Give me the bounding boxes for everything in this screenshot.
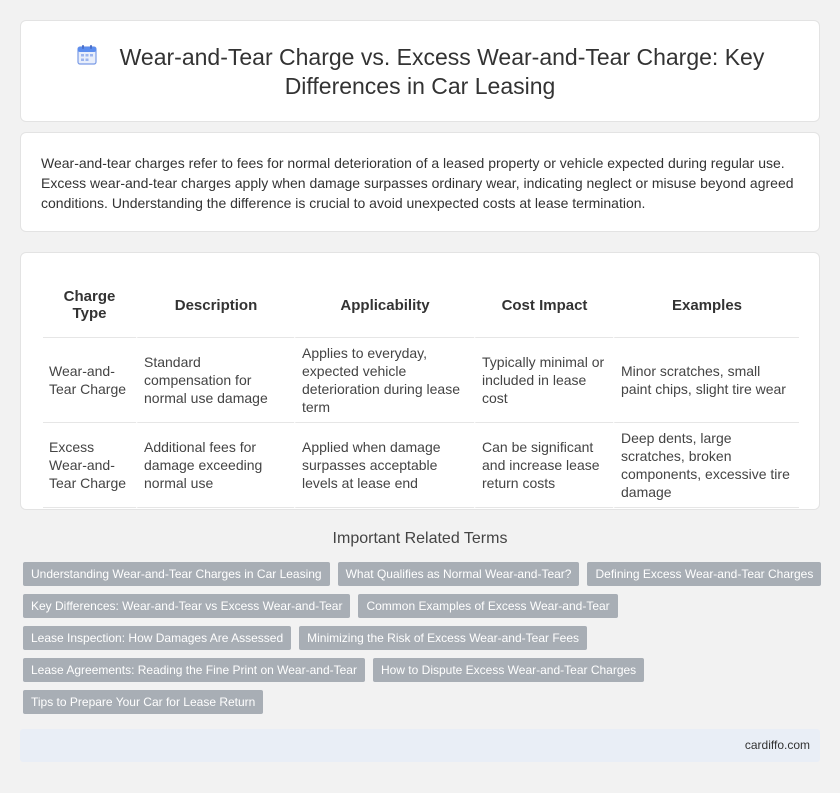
table-cell: Minor scratches, small paint chips, slight tire wear — [613, 338, 799, 423]
related-terms-list — [23, 562, 823, 722]
related-term-tag[interactable]: Common Examples of Excess Wear-and-Tear — [358, 594, 617, 618]
column-header-applicability: Applicability — [294, 273, 474, 338]
related-term-tag[interactable]: How to Dispute Excess Wear-and-Tear Charges — [373, 658, 644, 682]
column-header-description: Description — [136, 273, 294, 338]
header-card — [20, 20, 820, 122]
table-cell: Standard compensation for normal use damage — [136, 338, 294, 423]
related-term-tag[interactable]: Lease Agreements: Reading the Fine Print on Wear-and-Tear — [23, 658, 365, 682]
related-term-tag[interactable]: Minimizing the Risk of Excess Wear-and-Tear Fees — [299, 626, 587, 650]
header — [21, 43, 819, 101]
related-term-tag[interactable]: Key Differences: Wear-and-Tear vs Excess Wear-and-Tear — [23, 594, 350, 618]
table-row — [43, 423, 799, 508]
related-term-tag[interactable]: What Qualifies as Normal Wear-and-Tear? — [338, 562, 580, 586]
calendar-icon — [76, 44, 98, 66]
related-term-tag[interactable]: Tips to Prepare Your Car for Lease Return — [23, 690, 263, 714]
related-terms-heading: Important Related Terms — [332, 530, 508, 547]
table-cell: Deep dents, large scratches, broken components, excessive tire damage — [613, 423, 799, 508]
table-cell: Can be significant and increase lease return costs — [474, 423, 613, 508]
footer-site-link[interactable]: cardiffo.com — [744, 738, 810, 752]
table-cell: Additional fees for damage exceeding normal use — [136, 423, 294, 508]
table-cell: Excess Wear-and-Tear Charge — [43, 423, 136, 508]
comparison-table — [43, 273, 799, 508]
table-cell: Typically minimal or included in lease cost — [474, 338, 613, 423]
related-term-tag[interactable]: Lease Inspection: How Damages Are Assessed — [23, 626, 291, 650]
footer — [20, 729, 820, 762]
column-header-cost-impact: Cost Impact — [474, 273, 613, 338]
intro-paragraph: Wear-and-tear charges refer to fees for normal deterioration of a leased property or vehicle expected during regular use. Excess wear-and-tear charges apply when damage surpasses ordinary wear, indicating neglect or misuse beyond agreed conditions. Understanding the difference is crucial to avoid unexpected costs at lease termination. — [41, 155, 794, 211]
table-row — [43, 338, 799, 423]
related-term-tag[interactable]: Understanding Wear-and-Tear Charges in Car Leasing — [23, 562, 330, 586]
intro-card — [20, 132, 820, 232]
page-title: Wear-and-Tear Charge vs. Excess Wear-and-Tear Charge: Key Differences in Car Leasing — [119, 44, 765, 99]
table-header-row — [43, 273, 799, 338]
table-cell: Applied when damage surpasses acceptable levels at lease end — [294, 423, 474, 508]
column-header-charge-type: Charge Type — [43, 273, 136, 338]
table-cell: Applies to everyday, expected vehicle deterioration during lease term — [294, 338, 474, 423]
column-header-examples: Examples — [613, 273, 799, 338]
comparison-table-card — [20, 252, 820, 510]
related-term-tag[interactable]: Defining Excess Wear-and-Tear Charges — [587, 562, 821, 586]
table-cell: Wear-and-Tear Charge — [43, 338, 136, 423]
